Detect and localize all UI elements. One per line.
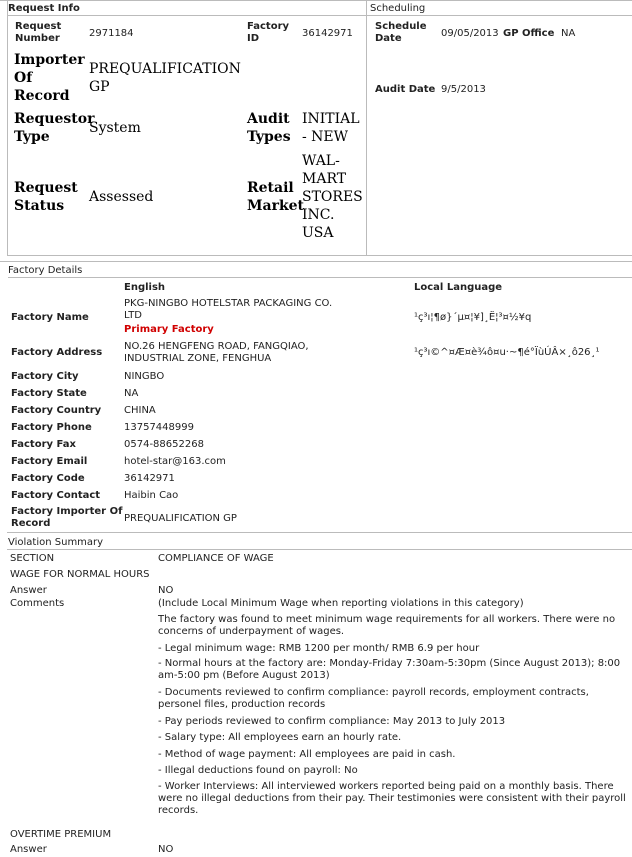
request-status-label: Request Status (14, 180, 78, 214)
factory-country-label: Factory Country (11, 405, 102, 416)
factory-id-value: 36142971 (302, 28, 353, 39)
primary-factory-badge: Primary Factory (124, 324, 214, 335)
factory-name-value: PKG-NINGBO HOTELSTAR PACKAGING CO. LTD (124, 298, 333, 321)
comment-line: - Legal minimum wage: RMB 1200 per month/ RMB 6.9 per hour (158, 643, 480, 654)
overtime-answer-label: Answer (10, 844, 47, 855)
retail-market-value: WAL-MART STORES INC. USA (302, 153, 363, 241)
schedule-date-label: Schedule Date (375, 21, 427, 44)
factory-details-title: Factory Details (8, 265, 83, 276)
retail-market-label: Retail Market (247, 180, 305, 214)
gp-office-label: GP Office (503, 28, 555, 39)
col-local-header: Local Language (414, 282, 503, 293)
factory-fax-value: 0574-88652268 (124, 439, 204, 450)
section-label: SECTION (10, 553, 55, 564)
factory-importer-label: Factory Importer Of Record (11, 506, 123, 529)
section-divider (366, 0, 367, 255)
factory-email-value: hotel-star@163.com (124, 456, 226, 467)
comment-line: - Method of wage payment: All employees are paid in cash. (158, 749, 456, 760)
factory-name-local: ¹ç³ı¦¶ø}´µ¤¦¥]¸Ë¦³¤½¥q (414, 312, 532, 323)
request-info-title: Request Info (8, 3, 80, 14)
comments-label: Comments (10, 598, 65, 609)
requestor-type-value: System (89, 120, 141, 136)
importer-value: PREQUALIFICATION GP (89, 61, 241, 95)
comment-line: - Pay periods reviewed to confirm compliance: May 2013 to July 2013 (158, 716, 506, 727)
request-info-title-rule (8, 15, 366, 16)
answer-label: Answer (10, 585, 47, 596)
request-number-value: 2971184 (89, 28, 134, 39)
comment-line: - Illegal deductions found on payroll: No (158, 765, 358, 776)
answer-value: NO (158, 585, 174, 596)
schedule-date-value: 09/05/2013 (441, 28, 499, 39)
request-number-label: Request Number (15, 21, 62, 44)
factory-code-value: 36142971 (124, 473, 175, 484)
audit-types-label: Audit Types (247, 111, 291, 145)
factory-importer-value: PREQUALIFICATION GP (124, 513, 237, 524)
factory-name-label: Factory Name (11, 312, 89, 323)
audit-types-value: INITIAL - NEW (302, 111, 360, 145)
importer-label: Importer Of Record (14, 52, 85, 104)
factory-phone-label: Factory Phone (11, 422, 92, 433)
violation-summary-title-rule (7, 549, 632, 550)
overtime-answer-value: NO (158, 844, 174, 855)
factory-state-label: Factory State (11, 388, 87, 399)
gp-office-value: NA (561, 28, 576, 39)
factory-details-bottom-border (7, 532, 632, 533)
factory-state-value: NA (124, 388, 139, 399)
factory-address-value: NO.26 HENGFENG ROAD, FANGQIAO, INDUSTRIAL ZONE, FENGHUA (124, 341, 309, 364)
factory-contact-value: Haibin Cao (124, 490, 179, 501)
factory-country-value: CHINA (124, 405, 156, 416)
audit-date-label: Audit Date (375, 84, 436, 95)
factory-address-local: ¹ç³ı©^¤Æ¤è¾ô¤u·~¶é°ÏùÚÂ×¸ô26¸¹ (414, 347, 600, 358)
scheduling-title-rule (367, 15, 632, 16)
scheduling-title: Scheduling (370, 3, 426, 14)
factory-fax-label: Factory Fax (11, 439, 76, 450)
factory-city-value: NINGBO (124, 371, 165, 382)
comment-line: The factory was found to meet minimum wage requirements for all workers. There were no concerns of underpayment of wages. (158, 614, 616, 637)
comment-line: - Worker Interviews: All interviewed workers reported being paid on a monthly basis. There were no illegal deductions from their pay. Their testimonies were consistent with their payroll records. (158, 781, 626, 816)
col-english-header: English (124, 282, 166, 293)
overtime-title: OVERTIME PREMIUM (10, 829, 112, 840)
subsection-title: WAGE FOR NORMAL HOURS (10, 569, 150, 580)
audit-date-value: 9/5/2013 (441, 84, 486, 95)
section-value: COMPLIANCE OF WAGE (158, 553, 274, 564)
factory-contact-label: Factory Contact (11, 490, 101, 501)
factory-address-label: Factory Address (11, 347, 103, 358)
factory-code-label: Factory Code (11, 473, 85, 484)
comment-line: - Salary type: All employees earn an hourly rate. (158, 732, 402, 743)
comment-line: - Normal hours at the factory are: Monday-Friday 7:30am-5:30pm (Since August 2013); 8:00 am-5:00 pm (Before August 2013) (158, 658, 621, 681)
request-info-left-border (7, 0, 8, 255)
request-status-value: Assessed (89, 189, 154, 205)
requestor-type-label: Requestor Type (14, 111, 95, 145)
factory-id-label: Factory ID (247, 21, 290, 44)
comment-line: (Include Local Minimum Wage when reporting violations in this category) (158, 598, 524, 609)
factory-details-top-border (0, 261, 632, 262)
factory-phone-value: 13757448999 (124, 422, 194, 433)
factory-email-label: Factory Email (11, 456, 88, 467)
request-info-bottom-border (7, 255, 632, 256)
factory-details-title-rule (8, 277, 632, 278)
factory-city-label: Factory City (11, 371, 79, 382)
top-border (0, 0, 632, 1)
violation-summary-title: Violation Summary (8, 537, 104, 548)
comment-line: - Documents reviewed to confirm compliance: payroll records, employment contracts, personel files, production records (158, 687, 589, 710)
